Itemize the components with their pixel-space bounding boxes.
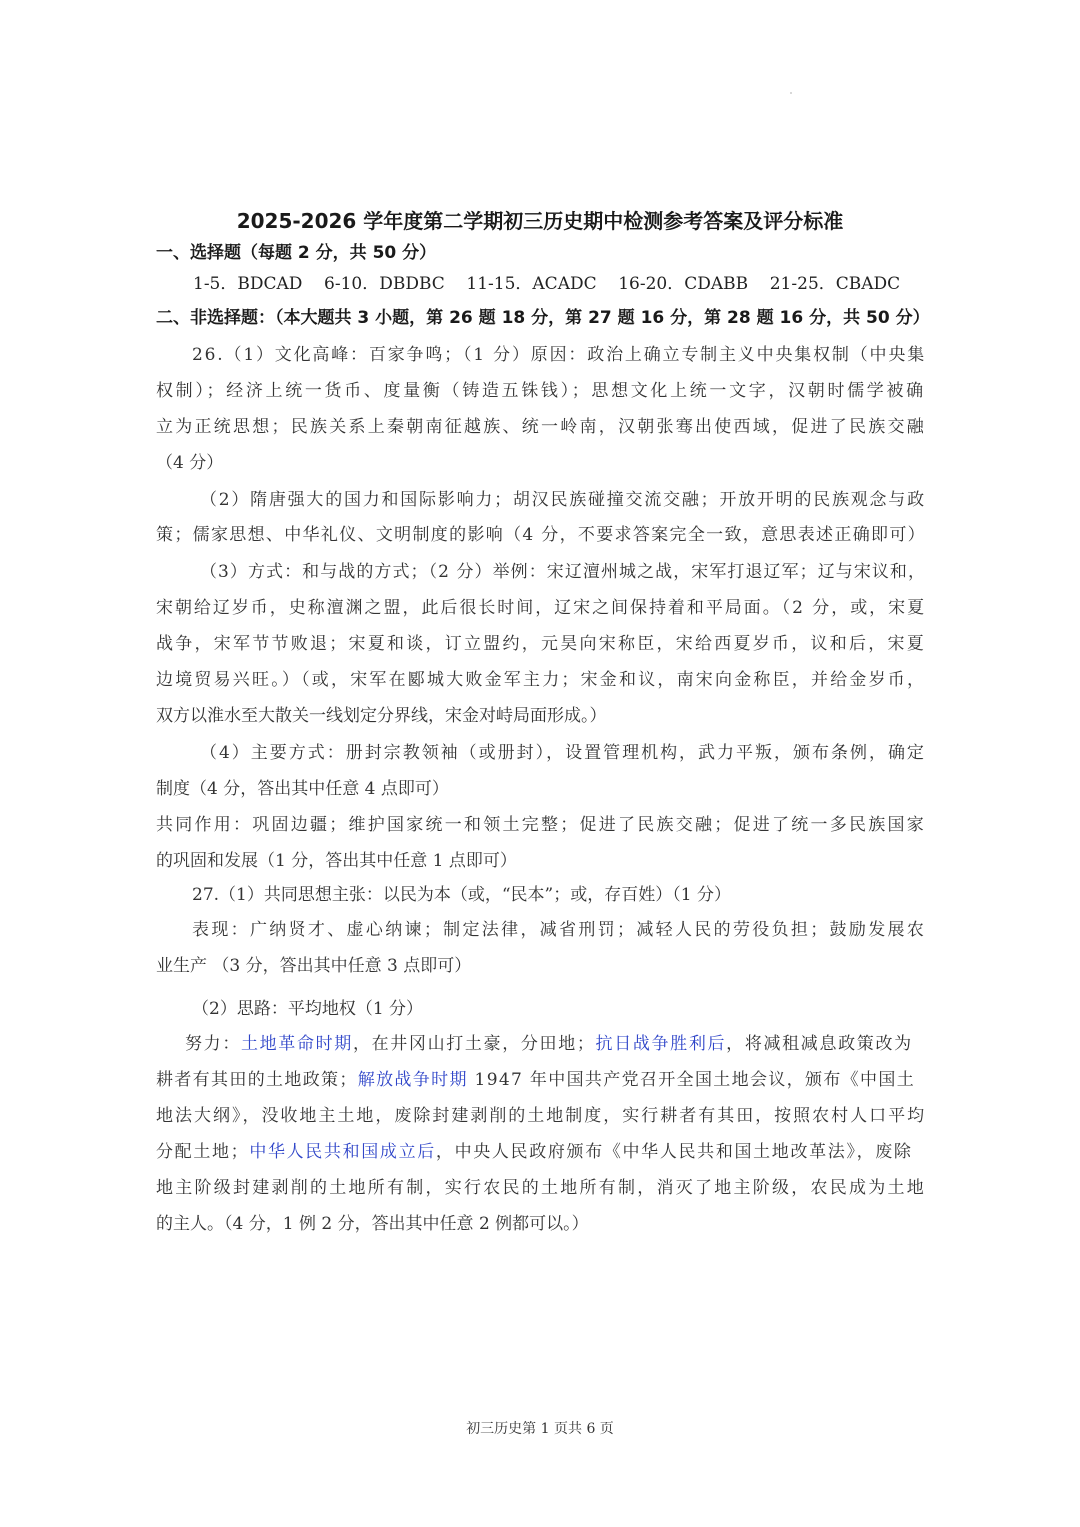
q26-p1-line3: 立为正统思想；民族关系上秦朝南征越族、统一岭南，汉朝张骞出使西域，促进了民族交融 bbox=[156, 417, 926, 437]
multiple-choice-answers: 1-5．BDCAD 6-10．DBDBC 11-15．ACADC 16-20．CDABB 21-25．CBADC bbox=[193, 274, 901, 294]
section-1-heading: 一、选择题（每题 2 分，共 50 分） bbox=[156, 243, 437, 263]
q27-p4-line3: 地法大纲》，没收地主土地，废除封建剥削的土地制度，实行耕者有其田，按照农村人口平均 bbox=[156, 1106, 927, 1126]
q27-p4-line5: 地主阶级封建剥削的土地所有制，实行农民的土地所有制，消灭了地主阶级，农民成为土地 bbox=[156, 1178, 926, 1198]
text-segment: 1947 年中国共产党召开全国土地会议，颁布《中国土 bbox=[467, 1070, 916, 1090]
label-effort: 努力： bbox=[185, 1034, 241, 1054]
q27-p2-line1: 表现：广纳贤才、虚心纳谏；制定法律，减省刑罚；减轻人民的劳役负担；鼓励发展农 bbox=[192, 920, 927, 940]
period-after-anti-japanese-war: 抗日战争胜利后 bbox=[595, 1034, 727, 1054]
q26-p1-line4: （4 分） bbox=[156, 453, 224, 473]
document-title: 2025-2026 学年度第二学期初三历史期中检测参考答案及评分标准 bbox=[236, 209, 844, 233]
q26-p5-line2: 的巩固和发展（1 分，答出其中任意 1 点即可） bbox=[156, 851, 517, 871]
q26-p1-line1: 26.（1）文化高峰：百家争鸣；（1 分）原因：政治上确立专制主义中央集权制（中央集 bbox=[192, 345, 927, 365]
q26-p3-line1: （3）方式：和与战的方式；（2 分）举例：宋辽澶州城之战，宋军打退辽军；辽与宋议和， bbox=[200, 562, 927, 582]
text-segment: ，在井冈山打土豪，分田地； bbox=[352, 1034, 596, 1054]
text-segment: 耕者有其田的土地政策； bbox=[156, 1070, 358, 1090]
text-segment: 分配土地； bbox=[156, 1142, 250, 1162]
page-footer: 初三历史第 1 页共 6 页 bbox=[466, 1421, 614, 1437]
q27-p4-line4 bbox=[156, 1137, 926, 1162]
section-2-heading: 二、非选择题：（本大题共 3 小题，第 26 题 18 分，第 27 题 16 分，第 28 题 16 分，共 50 分） bbox=[156, 308, 930, 328]
q26-p3-line2: 宋朝给辽岁币，史称澶渊之盟，此后很长时间，辽宋之间保持着和平局面。（2 分，或，宋夏 bbox=[156, 598, 927, 618]
text-segment: ，将减租减息政策改为 bbox=[726, 1034, 913, 1054]
q26-p4-line2: 制度（4 分，答出其中任意 4 点即可） bbox=[156, 779, 449, 799]
q26-p5-line1: 共同作用：巩固边疆；维护国家统一和领土完整；促进了民族交融；促进了统一多民族国家 bbox=[156, 815, 926, 835]
q26-p3-line5: 双方以淮水至大散关一线划定分界线，宋金对峙局面形成。） bbox=[156, 706, 607, 726]
text-segment: ，中央人民政府颁布《中华人民共和国土地改革法》，废除 bbox=[435, 1142, 913, 1162]
q27-p2-line2: 业生产 （3 分，答出其中任意 3 点即可） bbox=[156, 956, 472, 976]
period-land-revolution: 土地革命时期 bbox=[240, 1034, 353, 1054]
q26-p1-line2: 权制）；经济上统一货币、度量衡（铸造五铢钱）；思想文化上统一文字，汉朝时儒学被确 bbox=[156, 381, 926, 401]
period-prc-founding: 中华人民共和国成立后 bbox=[249, 1142, 436, 1162]
q27-p1: 27.（1）共同思想主张：以民为本（或，“民本”；或，存百姓）（1 分） bbox=[192, 885, 731, 905]
q26-p3-line4: 边境贸易兴旺。）（或，宋军在郾城大败金军主力；宋金和议，南宋向金称臣，并给金岁币， bbox=[156, 670, 927, 690]
q27-p3: （2）思路：平均地权（1 分） bbox=[192, 999, 424, 1019]
period-liberation-war: 解放战争时期 bbox=[357, 1070, 468, 1090]
q27-p4-line1 bbox=[185, 1029, 926, 1054]
q27-p4-line2 bbox=[156, 1065, 926, 1090]
q26-p2-line1: （2）隋唐强大的国力和国际影响力；胡汉民族碰撞交流交融；开放开明的民族观念与政 bbox=[200, 490, 926, 510]
q26-p3-line3: 战争，宋军节节败退；宋夏和谈，订立盟约，元昊向宋称臣，宋给西夏岁币，议和后，宋夏 bbox=[156, 634, 926, 654]
scan-speck bbox=[790, 92, 792, 94]
q26-p4-line1: （4）主要方式：册封宗教领袖（或册封），设置管理机构，武力平叛，颁布条例，确定 bbox=[200, 743, 926, 763]
q27-p4-line6: 的主人。（4 分，1 例 2 分，答出其中任意 2 例都可以。） bbox=[156, 1214, 589, 1234]
q26-p2-line2: 策；儒家思想、中华礼仪、文明制度的影响（4 分，不要求答案完全一致，意思表述正确即可） bbox=[156, 525, 926, 545]
